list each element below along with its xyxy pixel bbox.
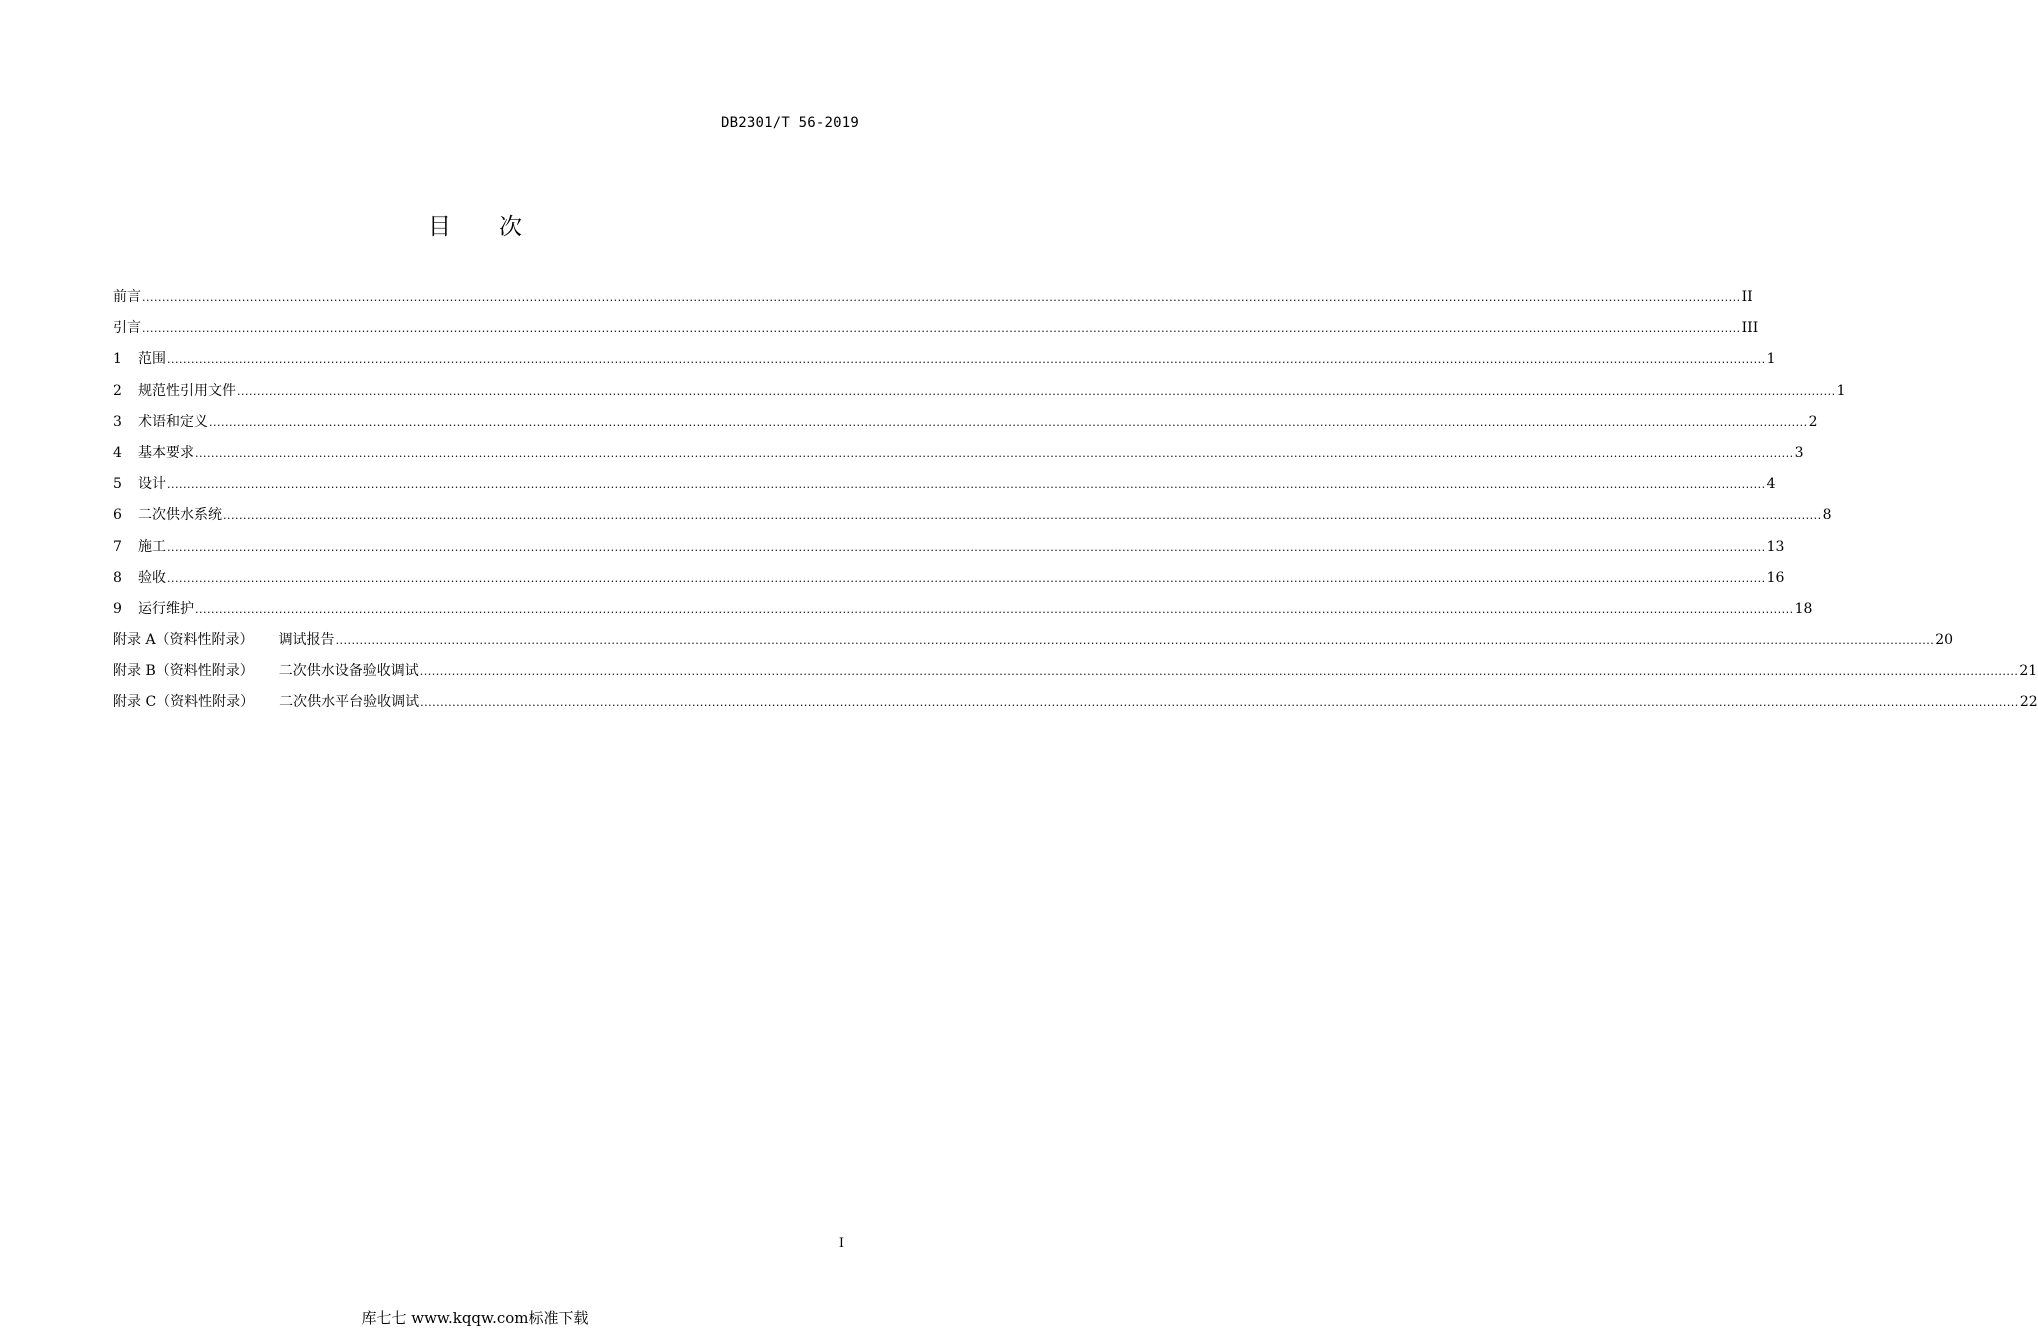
toc-entry-appendix-label: 附录 A（资料性附录） xyxy=(113,632,254,649)
toc-dot-leader: ................................................................................................................................................................................................................................................................................................................................................................................................................ xyxy=(167,478,1766,492)
toc-entry-number: 9 xyxy=(113,600,122,617)
toc-entry[interactable] xyxy=(113,316,1759,347)
toc-entry[interactable] xyxy=(113,347,1776,378)
toc-entry-page: II xyxy=(1741,289,1753,305)
table-of-contents xyxy=(113,285,2038,722)
toc-entry[interactable] xyxy=(113,441,1804,472)
toc-dot-leader: ................................................................................................................................................................................................................................................................................................................................................................................................................ xyxy=(167,353,1766,367)
toc-entry-page: 8 xyxy=(1822,507,1832,524)
toc-entry-title: 验收 xyxy=(138,569,166,586)
toc-entry-page: III xyxy=(1741,320,1759,337)
toc-dot-leader: ................................................................................................................................................................................................................................................................................................................................................................................................................ xyxy=(167,540,1766,554)
toc-entry-title: 基本要求 xyxy=(138,444,194,461)
toc-entry-title: 规范性引用文件 xyxy=(138,382,236,399)
toc-entry[interactable] xyxy=(113,503,1832,534)
toc-entry-number: 5 xyxy=(113,476,122,493)
toc-entry-number: 7 xyxy=(113,538,122,555)
toc-entry[interactable] xyxy=(113,597,1813,628)
toc-entry-appendix-label: 附录 B（资料性附录） xyxy=(113,663,254,680)
toc-dot-leader: ................................................................................................................................................................................................................................................................................................................................................................................................................ xyxy=(419,665,2019,679)
toc-entry-title: 前言 xyxy=(113,289,141,305)
toc-entry-title: 施工 xyxy=(138,538,166,555)
toc-dot-leader: ................................................................................................................................................................................................................................................................................................................................................................................................................ xyxy=(167,571,1766,585)
toc-entry-page: 21 xyxy=(2019,663,2038,680)
toc-entry-page: 22 xyxy=(2019,694,2038,711)
toc-entry-number: 3 xyxy=(113,413,122,430)
toc-entry[interactable] xyxy=(113,566,1785,597)
toc-entry[interactable] xyxy=(113,379,1846,410)
toc-entry-title: 术语和定义 xyxy=(138,413,208,430)
toc-entry-title: 运行维护 xyxy=(138,600,194,617)
toc-dot-leader: ................................................................................................................................................................................................................................................................................................................................................................................................................ xyxy=(142,291,1741,304)
toc-entry-number: 1 xyxy=(113,351,122,368)
toc-entry-title: 范围 xyxy=(138,351,166,368)
toc-entry-page: 18 xyxy=(1794,600,1813,617)
toc-entry-appendix-label: 附录 C（资料性附录） xyxy=(113,694,255,711)
footer-watermark: 库七七 www.kqqw.com标准下载 xyxy=(361,1309,589,1327)
toc-entry-page: 2 xyxy=(1808,413,1818,430)
toc-entry-number: 2 xyxy=(113,382,122,399)
toc-entry-number: 4 xyxy=(113,444,122,461)
toc-entry[interactable] xyxy=(113,285,1753,316)
toc-entry[interactable] xyxy=(113,410,1818,441)
toc-entry-title: 二次供水设备验收调试 xyxy=(278,663,419,680)
toc-dot-leader: ................................................................................................................................................................................................................................................................................................................................................................................................................ xyxy=(142,322,1741,336)
toc-entry[interactable] xyxy=(113,690,2038,721)
toc-entry-title: 二次供水系统 xyxy=(138,507,222,524)
toc-entry-title: 调试报告 xyxy=(278,632,335,649)
toc-dot-leader: ................................................................................................................................................................................................................................................................................................................................................................................................................ xyxy=(237,384,1836,398)
toc-entry-page: 4 xyxy=(1766,476,1776,493)
page-number: I xyxy=(838,1236,844,1251)
toc-entry-page: 16 xyxy=(1766,569,1785,586)
page-title: 目次 xyxy=(428,214,570,240)
toc-dot-leader: ................................................................................................................................................................................................................................................................................................................................................................................................................ xyxy=(209,415,1808,429)
toc-dot-leader: ................................................................................................................................................................................................................................................................................................................................................................................................................ xyxy=(420,696,2019,710)
toc-dot-leader: ................................................................................................................................................................................................................................................................................................................................................................................................................ xyxy=(195,602,1794,616)
toc-entry-page: 1 xyxy=(1836,382,1846,399)
toc-entry-title: 引言 xyxy=(113,320,141,337)
toc-entry-page: 1 xyxy=(1766,351,1776,368)
toc-entry-title: 设计 xyxy=(138,476,166,493)
toc-dot-leader: ................................................................................................................................................................................................................................................................................................................................................................................................................ xyxy=(195,446,1794,460)
toc-entry-page: 3 xyxy=(1794,444,1804,461)
document-code: DB2301/T 56-2019 xyxy=(720,115,859,131)
toc-entry[interactable] xyxy=(113,535,1785,566)
toc-dot-leader: ................................................................................................................................................................................................................................................................................................................................................................................................................ xyxy=(335,634,1935,648)
toc-entry-number: 8 xyxy=(113,569,122,586)
toc-entry-title: 二次供水平台验收调试 xyxy=(279,694,420,711)
toc-dot-leader: ................................................................................................................................................................................................................................................................................................................................................................................................................ xyxy=(223,509,1822,523)
toc-entry[interactable] xyxy=(113,628,1954,659)
toc-entry-page: 20 xyxy=(1935,632,1954,649)
toc-entry-number: 6 xyxy=(113,507,122,524)
toc-entry[interactable] xyxy=(113,659,2038,690)
toc-entry-page: 13 xyxy=(1766,538,1785,555)
toc-entry[interactable] xyxy=(113,472,1776,503)
